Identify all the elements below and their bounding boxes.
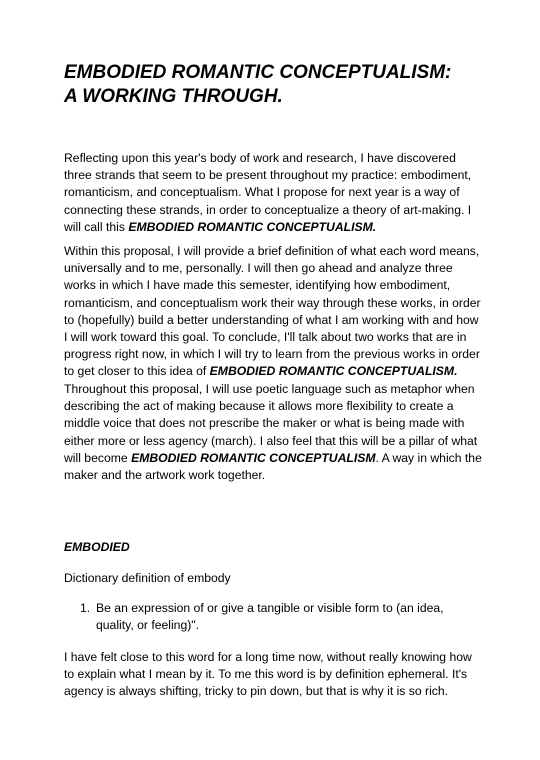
section-heading: EMBODIED	[64, 540, 130, 554]
list-item-number: 1.	[80, 601, 91, 615]
language-paragraph-emphasis: EMBODIED ROMANTIC CONCEPTUALISM	[131, 450, 376, 465]
section-subtitle: Dictionary definition of embody	[64, 571, 231, 585]
proposal-paragraph-emphasis: EMBODIED ROMANTIC CONCEPTUALISM.	[209, 364, 458, 379]
language-paragraph	[64, 381, 484, 484]
title-line-2: A WORKING THROUGH.	[64, 86, 283, 107]
list-item-text: Be an expression of or give a tangible or visible form to (an idea, quality, or feeling)".	[96, 601, 444, 633]
language-paragraph-after: . A way in which the maker and the artwork work together.	[64, 450, 482, 483]
intro-paragraph	[64, 150, 484, 236]
proposal-paragraph-text: Within this proposal, I will provide a brief definition of what each word means, universally and to me, personally. I will then go ahead and analyze three works in which I have made this semester, identifying how embodiment, romanticism, and conceptualism work their way through these works, in order to (hopefully) build a better understanding of what I am working with and how I will work toward this goal. To conclude, I'll talk about two works that are in progress right now, in which I will try to learn from the previous works in order to get closer to this idea of	[64, 244, 481, 379]
document-title	[64, 61, 484, 109]
embodied-paragraph: I have felt close to this word for a long time now, without really knowing how to explain what I mean by it. To me this word is by definition ephemeral. It's agency is always shifting, tricky to pin down, but that is why it is so rich.	[64, 650, 472, 699]
proposal-paragraph	[64, 243, 484, 381]
definition-list	[64, 600, 484, 634]
intro-paragraph-text: Reflecting upon this year's body of work and research, I have discovered three strands that seem to be present throughout my practice: embodiment, romanticism, and conceptualism. What I propose for next year is a way of connecting these strands, in order to conceptualize a theory of art-making. I will call this	[64, 151, 472, 234]
intro-paragraph-emphasis: EMBODIED ROMANTIC CONCEPTUALISM.	[128, 219, 377, 234]
title-line-1: EMBODIED ROMANTIC CONCEPTUALISM:	[64, 62, 452, 83]
list-item	[64, 600, 484, 634]
language-paragraph-text: Throughout this proposal, I will use poetic language such as metaphor when describing the act of making because it allows more flexibility to create a middle voice that does not prescribe the maker or what is being made with either more or less agency (march). I also feel that this will be a pillar of what will become	[64, 382, 478, 465]
